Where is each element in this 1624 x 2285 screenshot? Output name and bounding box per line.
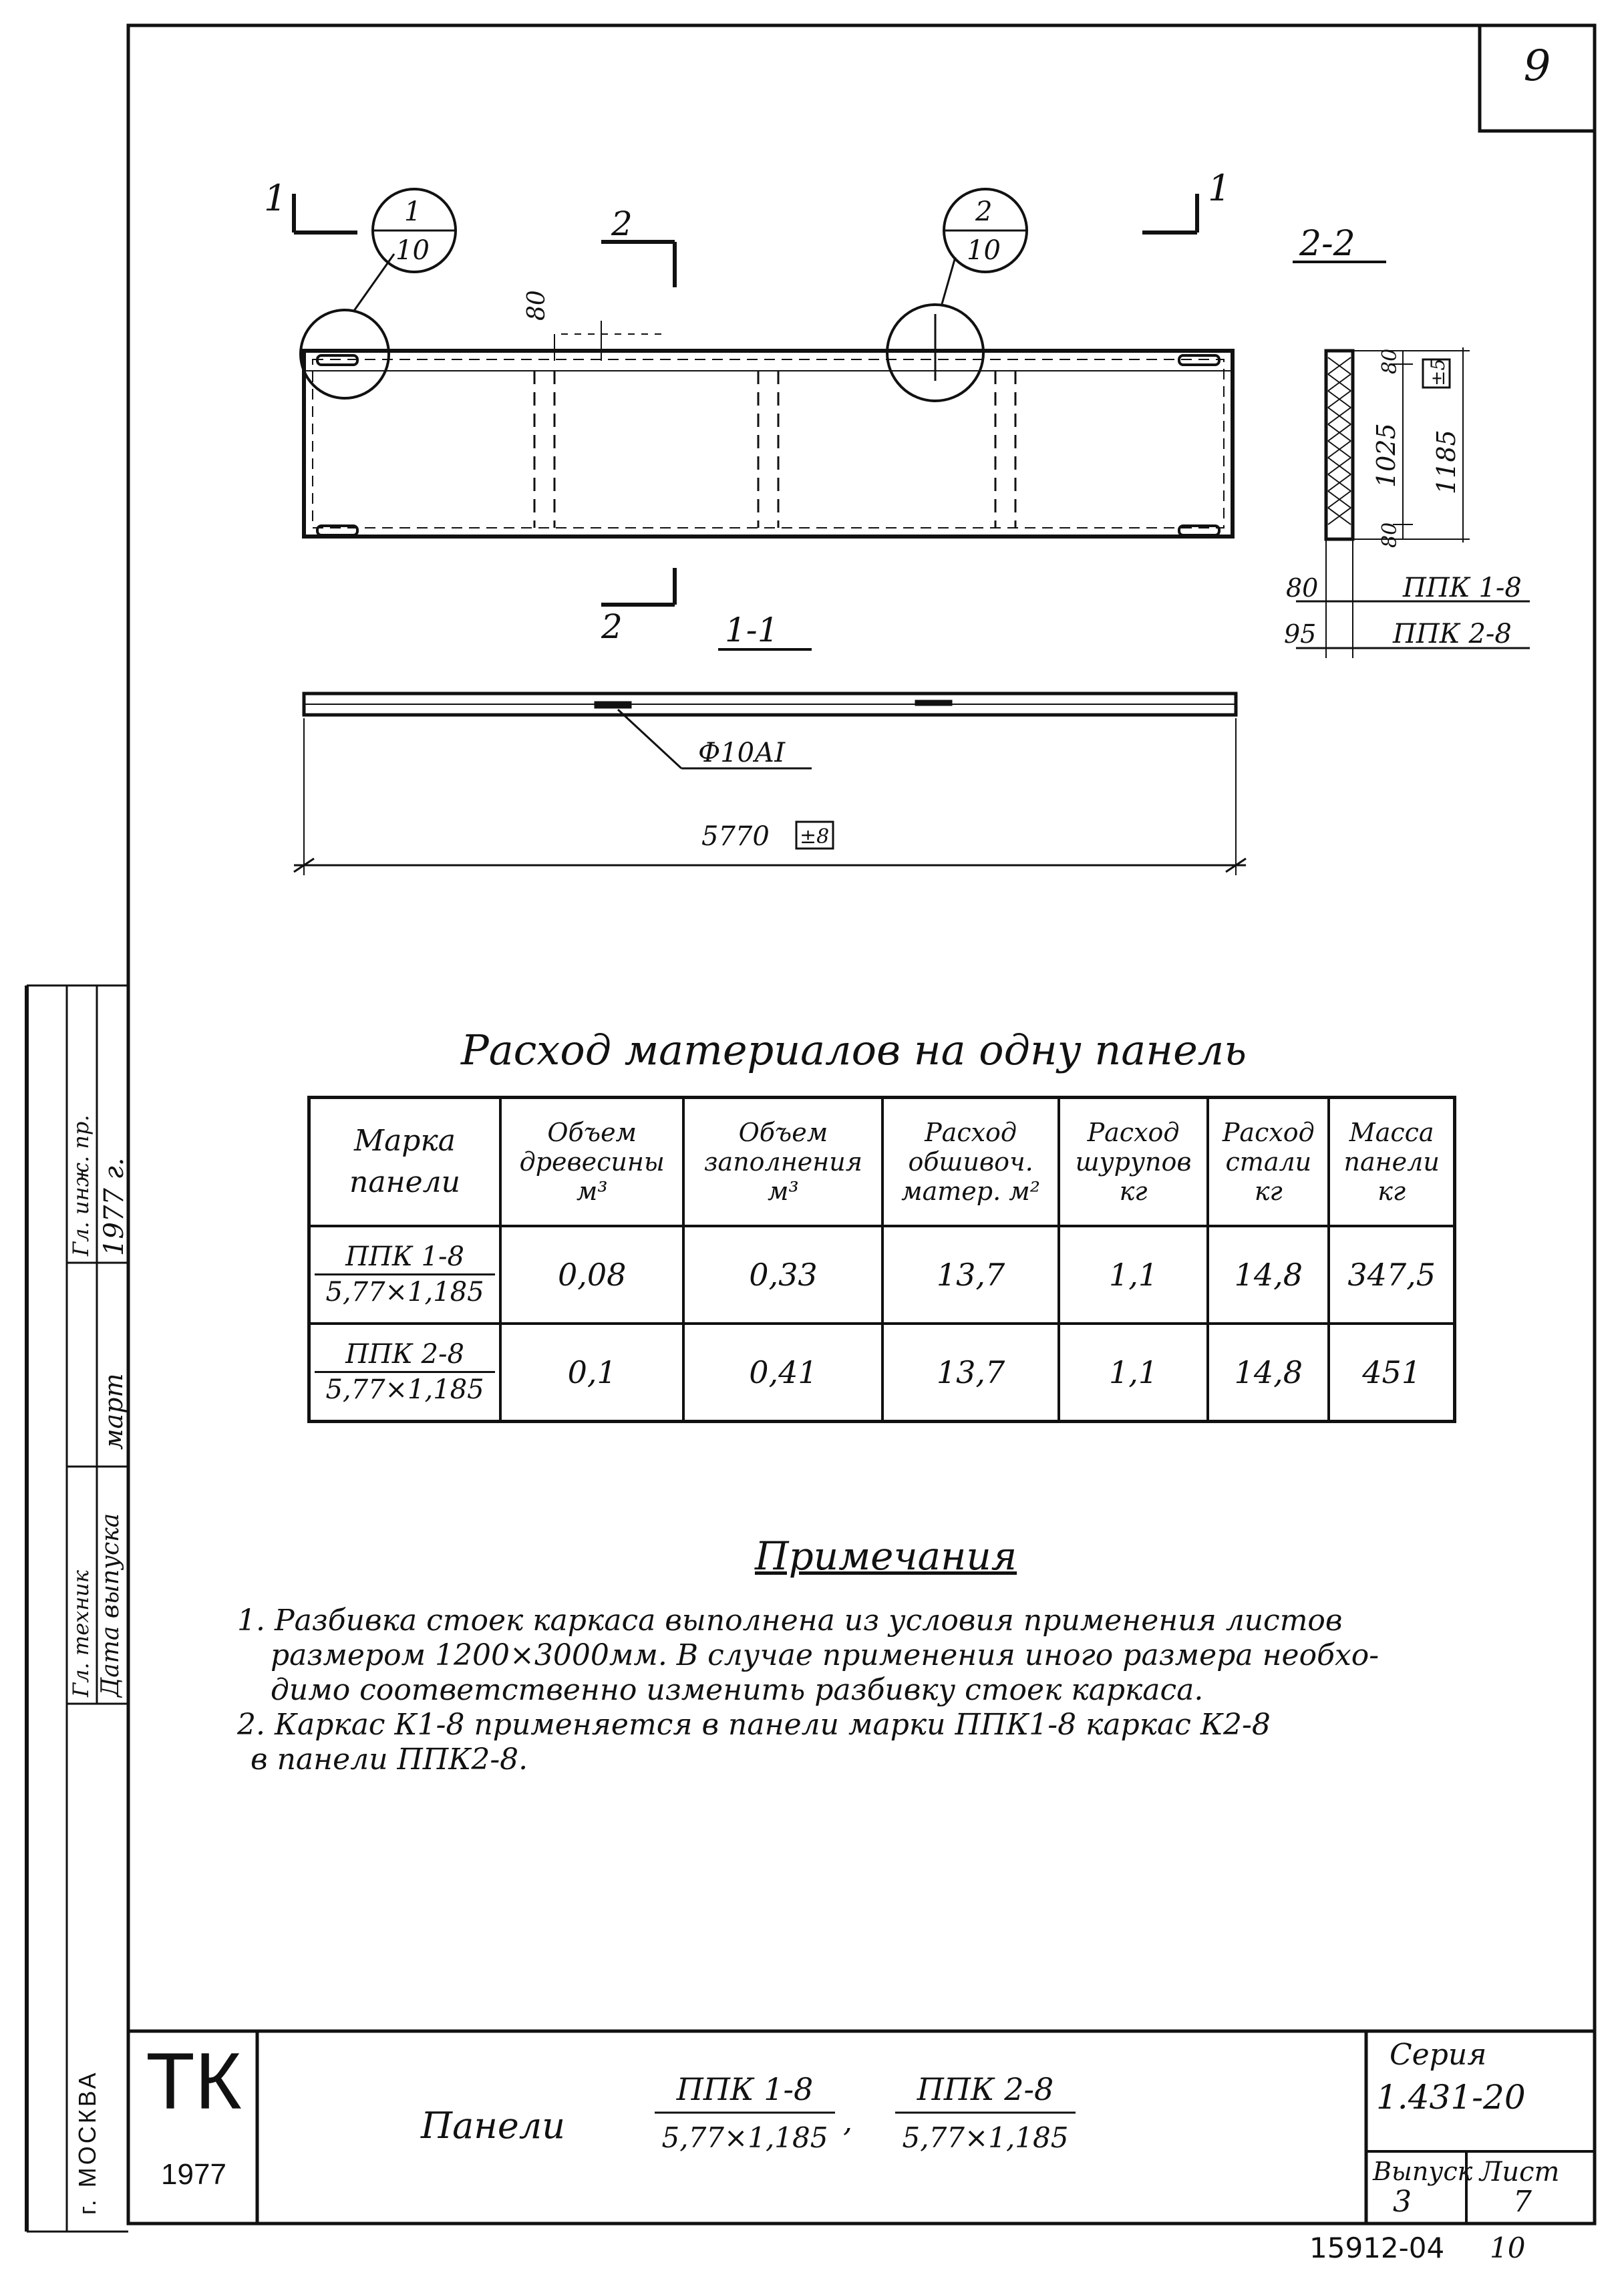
archive-page: 10 [1490, 2232, 1526, 2264]
title-panel1-top: ППК 1-8 [676, 2071, 814, 2107]
section-2-2-thickness-1: 80 [1286, 573, 1319, 603]
table-cell: 1,1 [1059, 1324, 1208, 1422]
issue-label: Выпуск [1373, 2157, 1473, 2186]
section-2-2-dim-total: 1185 [1432, 430, 1461, 494]
cut2-top-label: 2 [611, 204, 633, 243]
side-stamp-row2-b: март [99, 1373, 128, 1450]
callout1-bottom: 10 [395, 235, 430, 266]
section-1-1-tolerance: ±8 [800, 825, 830, 849]
callout-bubbles [373, 189, 1027, 272]
materials-title: Расход материалов на одну панель [461, 1026, 1247, 1074]
archive-number: 15912-04 [1309, 2232, 1445, 2264]
side-stamp-row3-b: 1977 г. [99, 1157, 130, 1256]
table-cell: 0,41 [683, 1324, 882, 1422]
plan-view [301, 254, 1233, 537]
table-cell: 13,7 [882, 1226, 1058, 1324]
section-1-1-length: 5770 [701, 821, 770, 852]
side-stamp-row1-b: Дата выпуска [97, 1513, 124, 1697]
table-cell: 14,8 [1208, 1226, 1329, 1324]
section-2-2-dim-bottom: 80 [1378, 522, 1402, 548]
table-cell: 14,8 [1208, 1324, 1329, 1422]
cut2-bottom-label: 2 [601, 607, 623, 646]
note-line: размером 1200×3000мм. В случае применения иного размера необхо- [271, 1638, 1379, 1672]
table-cell: 0,1 [500, 1324, 683, 1422]
table-cell: 347,5 [1329, 1226, 1454, 1324]
section-2-2-label-1: ППК 1-8 [1403, 573, 1522, 603]
table-header-cell: Масса панели кг [1329, 1098, 1454, 1227]
note-line: димо соответственно изменить разбивку стоек каркаса. [271, 1673, 1204, 1707]
cut1-right-label: 1 [1208, 167, 1231, 209]
title-block-logo: ТК [146, 2036, 242, 2126]
callout2-bottom: 10 [967, 235, 1001, 266]
title-comma: , [843, 2105, 852, 2139]
title-name-word: Панели [421, 2105, 565, 2147]
table-header-cell: Объем древесины м³ [500, 1098, 683, 1227]
table-cell: 1,1 [1059, 1226, 1208, 1324]
plan-dim-top: 80 [523, 290, 550, 321]
table-cell: 451 [1329, 1324, 1454, 1422]
side-stamp-row2-a: Гл. техник [68, 1569, 94, 1697]
section-2-2-thickness-2: 95 [1284, 619, 1317, 649]
materials-table [307, 1096, 1456, 1423]
table-row [309, 1226, 1455, 1324]
section-2-2-dim-inner: 1025 [1371, 423, 1401, 488]
callout1-top: 1 [404, 196, 422, 227]
sheet-label: Лист [1480, 2157, 1560, 2187]
table-row [309, 1324, 1455, 1422]
table-header-cell: Расход шурупов кг [1059, 1098, 1208, 1227]
sheet-value: 7 [1513, 2185, 1532, 2219]
series-value: 1.431-20 [1376, 2078, 1526, 2117]
table-cell: 0,08 [500, 1226, 683, 1324]
section-2-2-label-2: ППК 2-8 [1393, 619, 1512, 649]
rebar-label: Ф10АI [698, 738, 786, 768]
panel-mark-cell: ППК 1-8 5,77×1,185 [309, 1226, 501, 1324]
section-1-1-title: 1-1 [725, 611, 779, 649]
title-panel2-bottom: 5,77×1,185 [902, 2121, 1069, 2154]
notes-block [237, 1604, 1506, 1777]
title-block-year: 1977 [161, 2158, 226, 2191]
note-line: 2. Каркас К1-8 применяется в панели марки ППК1-8 каркас К2-8 [237, 1708, 1271, 1742]
table-cell: 0,33 [683, 1226, 882, 1324]
callout2-top: 2 [975, 196, 993, 227]
corner-sheet-number: 9 [1523, 41, 1551, 91]
title-panel2-top: ППК 2-8 [917, 2071, 1054, 2107]
table-header-cell: Расход стали кг [1208, 1098, 1329, 1227]
table-header-cell: Объем заполнения м³ [683, 1098, 882, 1227]
note-line: в панели ППК2-8. [251, 1742, 528, 1777]
series-label: Серия [1390, 2038, 1487, 2072]
title-panel1-bottom: 5,77×1,185 [661, 2121, 828, 2154]
section-2-2-dim-top: 80 [1378, 348, 1402, 374]
table-header-cell: Марка панели [309, 1098, 501, 1227]
section-2-2-title: 2-2 [1299, 224, 1355, 264]
notes-title: Примечания [755, 1533, 1017, 1579]
title-block-lines [128, 2031, 1595, 2224]
issue-value: 3 [1393, 2185, 1412, 2219]
panel-mark-cell: ППК 2-8 5,77×1,185 [309, 1324, 501, 1422]
note-line: 1. Разбивка стоек каркаса выполнена из условия применения листов [237, 1604, 1343, 1638]
table-cell: 13,7 [882, 1324, 1058, 1422]
section-2-2-tolerance: ±5 [1427, 358, 1449, 386]
cut1-left-label: 1 [264, 177, 287, 219]
table-header-cell: Расход обшивоч. матер. м² [882, 1098, 1058, 1227]
side-stamp-row1-a: Гл. инж. пр. [68, 1114, 94, 1256]
table-header-row [309, 1098, 1455, 1227]
side-stamp-city: г. МОСКВА [73, 2070, 101, 2215]
